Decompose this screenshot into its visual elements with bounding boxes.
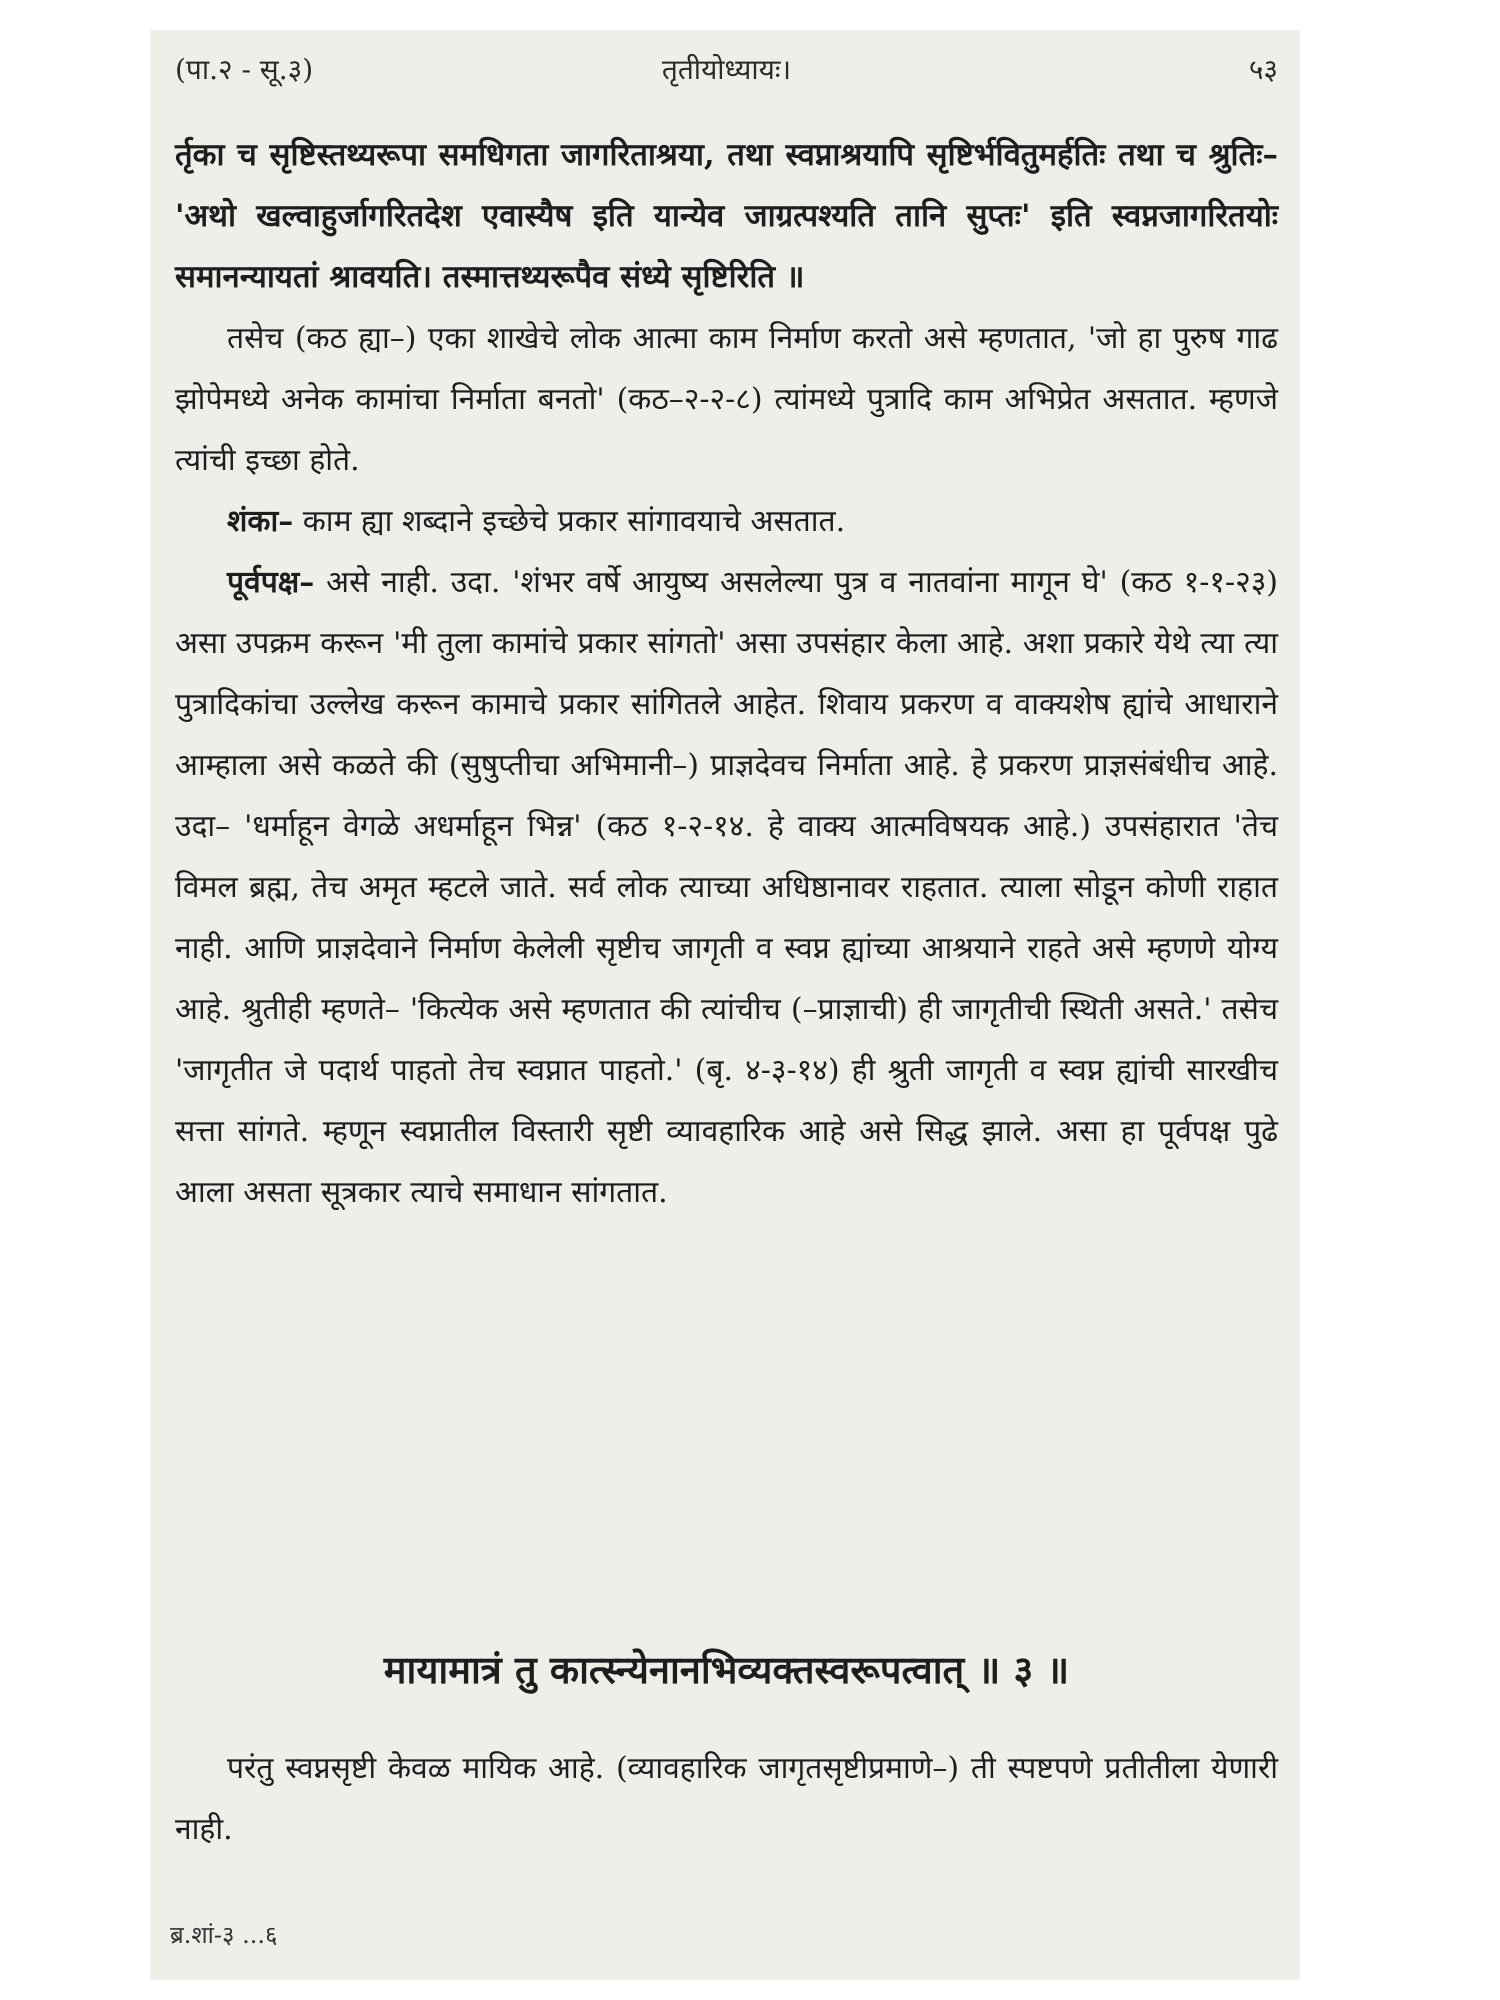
page-footer: ब्र.शां-३ ...६: [170, 1921, 278, 1949]
page-number: ५३: [1248, 53, 1278, 86]
sutra-explanation: परंतु स्वप्नसृष्टी केवळ मायिक आहे. (व्यावहारिक जागृतसृष्टीप्रमाणे–) ती स्पष्टपणे प्रतीतीला येणारी नाही.: [175, 1751, 1278, 1847]
doubt-label: शंका–: [227, 504, 294, 539]
section-reference: (पा.२ - सू.३): [175, 53, 314, 86]
chapter-title: तृतीयोध्यायः।: [661, 53, 792, 86]
doubt-paragraph: [175, 491, 1278, 552]
purvapaksha-paragraph: [175, 552, 1278, 1223]
doubt-text: काम ह्या शब्दाने इच्छेचे प्रकार सांगावयाचे असतात.: [293, 504, 846, 539]
sutra-heading: मायामात्रं तु कात्स्न्येनानभिव्यक्तस्वरूपत्वात् ॥ ३ ॥: [383, 1647, 1070, 1692]
purvapaksha-label: पूर्वपक्ष–: [227, 565, 315, 600]
page-body: [175, 125, 1278, 1223]
marathi-paragraph-1: तसेच (कठ ह्या–) एका शाखेचे लोक आत्मा काम निर्माण करतो असे म्हणतात, 'जो हा पुरुष गाढ झोपेमध्ये अनेक कामांचा निर्माता बनतो' (कठ–२-२-८) त्यांमध्ये पुत्रादि काम अभिप्रेत असतात. म्हणजे त्यांची इच्छा होते.: [175, 321, 1278, 478]
sutra-explanation-block: [175, 1738, 1278, 1860]
book-page: [150, 30, 1300, 1980]
page-header: [175, 50, 1278, 100]
sanskrit-commentary: र्तृका च सृष्टिस्तथ्यरूपा समधिगता जागरिताश्रया, तथा स्वप्नाश्रयापि सृष्टिर्भवितुमर्हतिः तथा च श्रुतिः– 'अथो खल्वाहुर्जागरितदेश एवास्यैष इति यान्येव जाग्रत्पश्यति तानि सुप्तः' इति स्वप्नजागरितयोः समानन्यायतां श्रावयति। तस्मात्तथ्यरूपैव संध्ये सृष्टिरिति ॥: [175, 137, 1278, 295]
purvapaksha-text: असे नाही. उदा. 'शंभर वर्षे आयुष्य असलेल्या पुत्र व नातवांना मागून घे' (कठ १-१-२३) असा उपक्रम करून 'मी तुला कामांचे प्रकार सांगतो' असा उपसंहार केला आहे. अशा प्रकारे येथे त्या त्या पुत्रादिकांचा उल्लेख करून कामाचे प्रकार सांगितले आहेत. शिवाय प्रकरण व वाक्यशेष ह्यांचे आधाराने आम्हाला असे कळते की (सुषुप्तीचा अभिमानी–) प्राज्ञदेवच निर्माता आहे. हे प्रकरण प्राज्ञसंबंधीच आहे. उदा– 'धर्माहून वेगळे अधर्माहून भिन्न' (कठ १-२-१४. हे वाक्य आत्मविषयक आहे.) उपसंहारात 'तेच विमल ब्रह्म, तेच अमृत म्हटले जाते. सर्व लोक त्याच्या अधिष्ठानावर राहतात. त्याला सोडून कोणी राहात नाही. आणि प्राज्ञदेवाने निर्माण केलेली सृष्टीच जागृती व स्वप्न ह्यांच्या आश्रयाने राहते असे म्हणणे योग्य आहे. श्रुतीही म्हणते– 'कित्येक असे म्हणतात की त्यांचीच (–प्राज्ञाची) ही जागृतीची स्थिती असते.' तसेच 'जागृतीत जे पदार्थ पाहतो तेच स्वप्नात पाहतो.' (बृ. ४-३-१४) ही श्रुती जागृती व स्वप्न ह्यांची सारखीच सत्ता सांगते. म्हणून स्वप्नातील विस्तारी सृष्टी व्यावहारिक आहे असे सिद्ध झाले. असा हा पूर्वपक्ष पुढे आला असता सूत्रकार त्याचे समाधान सांगतात.: [175, 565, 1278, 1210]
